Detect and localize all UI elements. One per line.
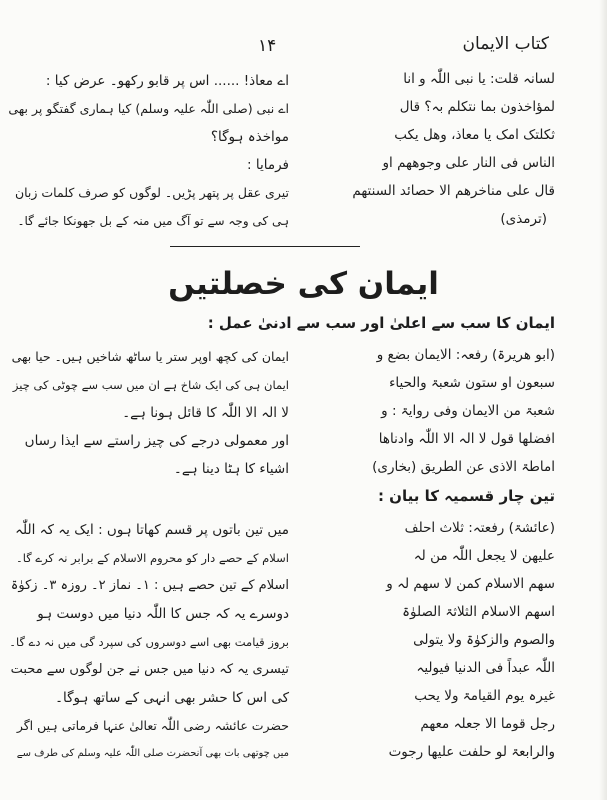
subheading: ایمان کا سب سے اعلیٰ اور سب سے ادنیٰ عمل :	[207, 314, 555, 332]
section-divider	[170, 246, 360, 247]
book-title: کتاب الایمان	[462, 34, 549, 54]
urdu-line: حضرت عائشہ رضی اللّٰہ تعالیٰ عنہا فرماتی ہیں اگر	[16, 718, 289, 733]
urdu-line: اسلام کے حصے دار کو محروم الاسلام کے برابر نہ کرے گا۔	[15, 551, 289, 565]
arabic-line: افضلھا قول لا الہ الا اللّٰہ وادناھا	[378, 431, 555, 447]
arabic-line: (عائشۃ) رفعتہ: ثلاث احلف	[404, 520, 555, 536]
urdu-line: مواخذہ ہوگا؟	[210, 129, 289, 145]
section-title: ایمان کی خصلتیں	[168, 266, 439, 302]
urdu-line: لا الہ الا اللّٰہ کا قائل ہونا ہے۔	[122, 405, 289, 421]
urdu-line: اے معاذ! ...... اس پر قابو رکھو۔ عرض کیا :	[45, 73, 289, 89]
urdu-line: تیری عقل پر پتھر پڑیں۔ لوگوں کو صرف کلمات زبان	[14, 185, 289, 200]
arabic-line: علیھن لا یجعل اللّٰہ من لہ	[413, 548, 555, 564]
arabic-line: قال علی مناخرھم الا حصائد السنتھم	[352, 183, 555, 199]
urdu-line: ایمان کی کچھ اوپر ستر یا ساٹھ شاخیں ہیں۔ حیا بھی	[11, 349, 289, 364]
arabic-line: (ابو ھریرۃ) رفعہ: الایمان بضع و	[376, 347, 555, 363]
arabic-line: الناس فی النار علی وجوھھم او	[382, 155, 555, 171]
arabic-line: اسھم الاسلام الثلاثۃ الصلوٰۃ	[402, 604, 555, 620]
arabic-line: سبعون او ستون شعبۃ والحیاء	[389, 375, 555, 391]
urdu-line: ایمان ہی کی ایک شاخ ہے ان میں سب سے چوٹی کی چیز	[12, 378, 289, 392]
citation: (ترمذی)	[500, 211, 547, 227]
urdu-line: بروز قیامت بھی اسے دوسروں کی سپرد گی میں نہ دے گا۔	[9, 635, 289, 649]
arabic-line: لسانہ قلت: یا نبی اللّٰہ و انا	[403, 71, 555, 87]
arabic-line: غیرہ یوم القیامۃ ولا یحب	[414, 688, 555, 704]
arabic-line: اللّٰہ عبداً فی الدنیا فیولیہ	[416, 660, 555, 676]
arabic-line: رجل قوما الا جعلہ معھم	[420, 716, 555, 732]
urdu-line: اشیاء کا ہٹا دینا ہے۔	[173, 461, 289, 477]
page-edge	[599, 0, 607, 800]
arabic-line: والصوم والزکوٰۃ ولا یتولی	[413, 632, 555, 648]
urdu-line: میں چوتھی بات بھی آنحضرت صلی اللّٰہ علیہ وسلم کی طرف سے	[16, 748, 289, 759]
arabic-line: سھم الاسلام کمن لا سھم لہ و	[386, 576, 555, 592]
urdu-line: ہی کی وجہ سے تو آگ میں منہ کے بل جھونکا جائے گا۔	[17, 214, 289, 228]
urdu-line: اسلام کے تین حصے ہیں : ۱۔ نماز ۲۔ روزہ ۳۔ زکوٰۃ	[10, 578, 289, 593]
urdu-line: دوسرے یہ کہ جس کا اللّٰہ دنیا میں دوست ہو	[37, 606, 289, 622]
urdu-line: اور معمولی درجے کی چیز راستے سے ایذا رساں	[24, 433, 289, 449]
urdu-line: میں تین باتوں پر قسم کھاتا ہوں : ایک یہ کہ اللّٰہ	[15, 522, 289, 538]
urdu-line: تیسری یہ کہ دنیا میں جس نے جن لوگوں سے محبت	[10, 662, 289, 677]
urdu-line: کی اس کا حشر بھی انہی کے ساتھ ہوگا۔	[55, 690, 289, 706]
page-number: ۱۴	[258, 36, 277, 56]
arabic-line: شعبۃ من الایمان وفی روایۃ : و	[381, 403, 555, 419]
arabic-line: والرابعۃ لو حلفت علیھا رجوت	[388, 744, 555, 760]
urdu-line: اے نبی (صلی اللّٰہ علیہ وسلم) کیا ہماری گفتگو پر بھی	[8, 101, 289, 116]
arabic-line: لمؤاخذون بما نتکلم بہ؟ قال	[399, 99, 555, 115]
urdu-line: فرمایا :	[247, 157, 289, 173]
citation: اماطۃ الاذی عن الطریق (بخاری)	[372, 459, 555, 475]
arabic-line: ثکلتک امک یا معاذ، وھل یکب	[394, 127, 555, 143]
subheading: تین چار قسمیہ کا بیان :	[377, 487, 555, 505]
